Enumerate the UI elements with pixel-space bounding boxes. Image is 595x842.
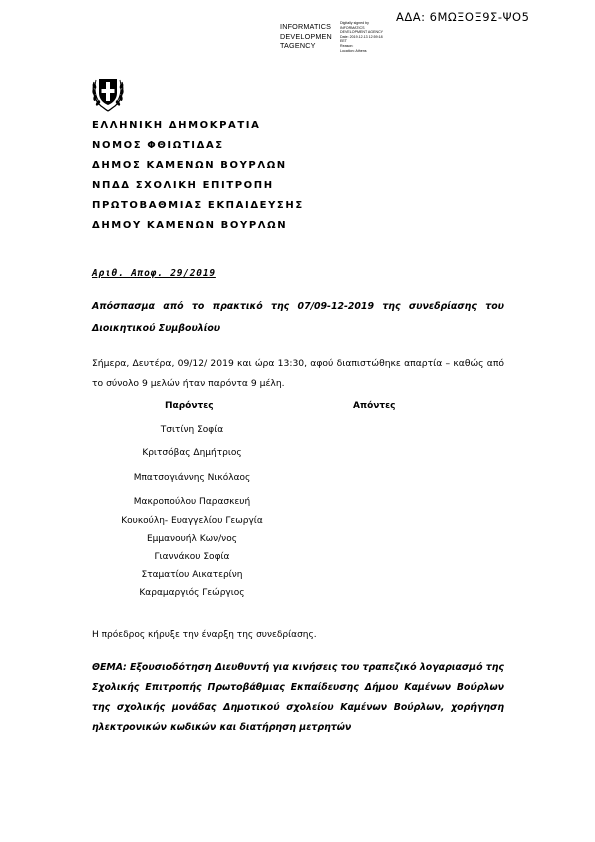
header-line: ΔΗΜΟΣ ΚΑΜΕΝΩΝ ΒΟΥΡΛΩΝ [92, 160, 287, 171]
ada-code: ΑΔΑ: 6ΜΩΞΟΞ9Σ-ΨΟ5 [396, 10, 530, 24]
greek-coat-of-arms-icon [86, 70, 130, 114]
header-line: ΝΠΔΔ ΣΧΟΛΙΚΗ ΕΠΙΤΡΟΠΗ [92, 180, 274, 191]
present-member: Κριτσόβας Δημήτριος [142, 448, 242, 458]
subject-paragraph [92, 658, 504, 738]
present-member: Κουκούλη- Ευαγγελίου Γεωργία [121, 516, 263, 526]
subject-text: Εξουσιοδότηση Διευθυντή για κινήσεις του τραπεζικό λογαριασμό της Σχολικής Επιτροπής Πρωτοβάθμιας Εκπαίδευσης Δήμου Καμένων Βούρλων της σχολικής μονάδας Δημοτικού σχολείου Καμένων Βούρλων, χορήγηση ηλεκτρονικών κωδικών και διατήρηση μετρητών [92, 662, 504, 733]
header-line: ΝΟΜΟΣ ΦΘΙΩΤΙΔΑΣ [92, 140, 224, 151]
signature-detail-line: Date: 2019.12.13 12:59:18 [340, 34, 383, 39]
signature-detail-line: DEVELOPMENT AGENCY [340, 30, 384, 35]
excerpt-title: Απόσπασμα από το πρακτικό της 07/09-12-2019 της συνεδρίασης του Διοικητικού Συμβουλίου [92, 301, 504, 334]
present-member: Τσιτίνη Σοφία [160, 425, 224, 435]
header-line: ΔΗΜΟΥ ΚΑΜΕΝΩΝ ΒΟΥΡΛΩΝ [92, 220, 288, 231]
present-member: Καραμαργιός Γεώργιος [139, 588, 245, 598]
intro-paragraph: Σήμερα, Δευτέρα, 09/12/ 2019 και ώρα 13:30, αφού διαπιστώθηκε απαρτία – καθώς από το σύνολο 9 μελών ήταν παρόντα 9 μέλη. [92, 358, 504, 389]
present-column-header: Παρόντες [165, 401, 214, 411]
present-member: Σταματίου Αικατερίνη [141, 570, 243, 580]
decision-number: Αριθ. Αποφ. 29/2019 [92, 268, 216, 279]
absent-column-header: Απόντες [353, 401, 396, 411]
signature-org-line: DEVELOPMEN [280, 31, 332, 41]
header-line: ΕΛΛΗΝΙΚΗ ΔΗΜΟΚΡΑΤΙΑ [92, 120, 261, 131]
signature-org-line: INFORMATICS [280, 22, 332, 31]
chair-statement: Η πρόεδρος κήρυξε την έναρξη της συνεδρίασης. [92, 630, 317, 640]
digital-signature-details [340, 21, 383, 53]
signature-detail-line: EET [340, 39, 347, 44]
signature-detail-line: Location: Athens [340, 48, 367, 53]
signature-detail-line: Reason: [340, 43, 354, 48]
signature-detail-line: INFORMATICS [340, 25, 365, 30]
header-line: ΠΡΩΤΟΒΑΘΜΙΑΣ ΕΚΠΑΙΔΕΥΣΗΣ [92, 200, 304, 211]
signature-detail-line: Digitally signed by [340, 21, 369, 25]
present-member: Εμμανουήλ Κων/νος [146, 534, 238, 544]
signature-org-line: TAGENCY [280, 41, 316, 50]
present-member: Μακροπούλου Παρασκευή [133, 497, 251, 507]
subject-label: ΘΕΜΑ: [92, 662, 127, 673]
present-member: Γιαννάκου Σοφία [154, 552, 230, 562]
present-member: Μπατσογιάννης Νικόλαος [133, 473, 251, 483]
digital-signature-org [280, 22, 332, 51]
